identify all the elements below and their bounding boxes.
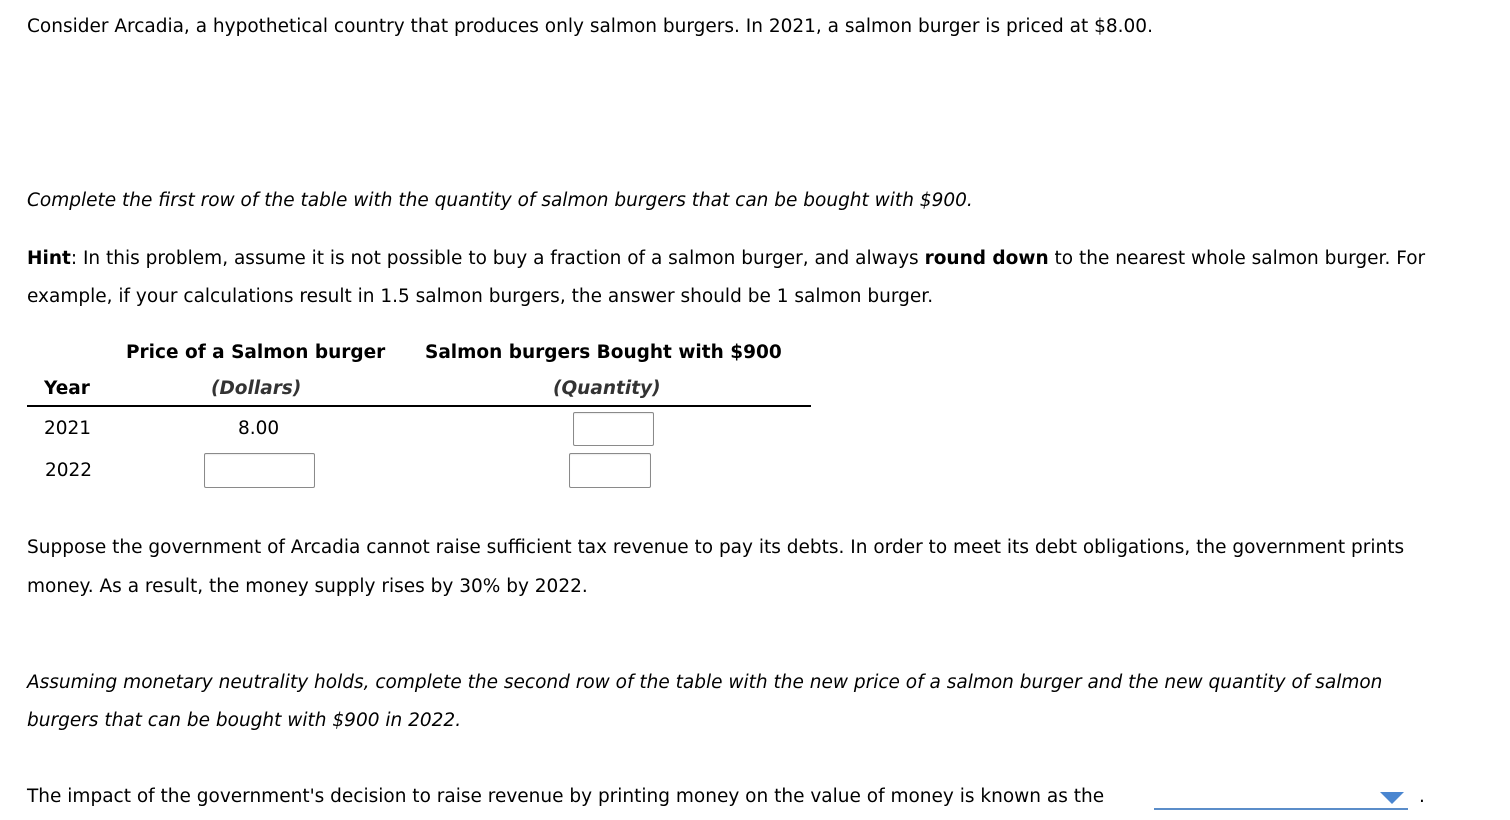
year-column-header: Year bbox=[44, 378, 90, 399]
row-2022-price-input[interactable] bbox=[204, 453, 315, 488]
scenario-line-2: money. As a result, the money supply rises by 30% by 2022. bbox=[27, 576, 588, 597]
row-2021-year: 2021 bbox=[44, 418, 92, 439]
hint-colon: : bbox=[70, 248, 78, 269]
row-2021-price: 8.00 bbox=[238, 418, 280, 439]
hint-text-after: to the nearest whole salmon burger. For bbox=[1048, 248, 1426, 269]
quantity-column-header: Salmon burgers Bought with $900 bbox=[425, 342, 782, 363]
instruction-second-row-line-2: burgers that can be bought with $900 in 2022. bbox=[27, 710, 462, 731]
price-column-header: Price of a Salmon burger bbox=[126, 342, 386, 363]
value-of-money-dropdown[interactable] bbox=[1154, 782, 1408, 810]
quantity-column-unit: (Quantity) bbox=[553, 378, 661, 399]
table-header-rule bbox=[27, 405, 811, 407]
hint-text-before: In this problem, assume it is not possible to buy a fraction of a salmon burger, and always bbox=[77, 248, 925, 269]
final-question-period: . bbox=[1419, 786, 1425, 807]
hint-line-2: example, if your calculations result in 1.5 salmon burgers, the answer should be 1 salmon burger. bbox=[27, 286, 934, 307]
final-question-text: The impact of the government's decision to raise revenue by printing money on the value of money is known as the bbox=[27, 786, 1105, 807]
instruction-second-row-line-1: Assuming monetary neutrality holds, complete the second row of the table with the new price of a salmon burger and the new quantity of salmon bbox=[27, 672, 1383, 693]
intro-text: Consider Arcadia, a hypothetical country that produces only salmon burgers. In 2021, a salmon burger is priced at $8.00. bbox=[27, 16, 1153, 37]
hint-label: Hint bbox=[27, 248, 71, 269]
instruction-first-row: Complete the first row of the table with the quantity of salmon burgers that can be bought with $900. bbox=[27, 190, 973, 211]
row-2022-year: 2022 bbox=[45, 460, 93, 481]
row-2021-quantity-input[interactable] bbox=[573, 412, 654, 446]
caret-down-icon[interactable] bbox=[1380, 792, 1404, 804]
price-column-unit: (Dollars) bbox=[211, 378, 302, 399]
scenario-line-1: Suppose the government of Arcadia cannot raise sufficient tax revenue to pay its debts. In order to meet its debt obligations, the government prints bbox=[27, 537, 1405, 558]
hint-bold-phrase: round down bbox=[924, 248, 1049, 269]
price-quantity-table bbox=[27, 336, 811, 496]
hint-line-1 bbox=[27, 240, 1425, 278]
row-2022-quantity-input[interactable] bbox=[569, 453, 651, 488]
